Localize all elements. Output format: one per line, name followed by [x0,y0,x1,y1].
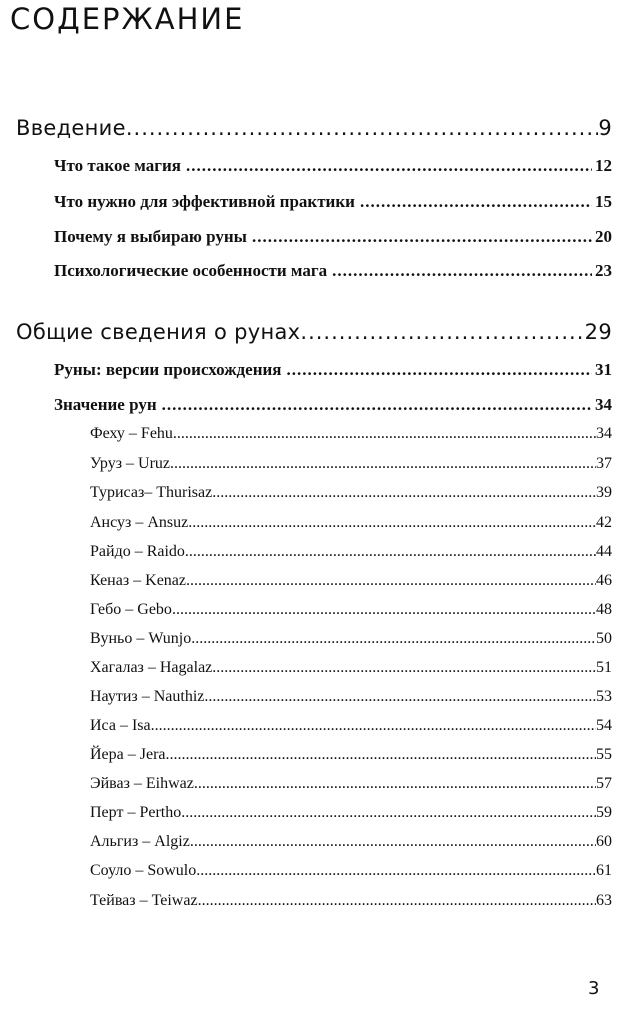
dot-leader [212,484,596,502]
toc-subsection-entry[interactable] [54,192,612,218]
toc-page-number: 34 [596,425,612,442]
toc-subsection-title: Руны: версии происхождения [54,360,282,379]
toc-page-number: 12 [595,156,612,175]
dot-leader [191,630,596,648]
dot-leader [172,601,596,619]
toc-item-title: Тейваз – Teiwaz [90,892,198,909]
dot-leader [162,395,592,415]
toc-item-title: Эйваз – Eihwaz [90,775,194,792]
toc-item-title: Йера – Jera [90,746,166,763]
toc-item-uruz[interactable] [90,455,612,479]
dot-leader [212,659,596,677]
dot-leader [188,514,596,532]
toc-page-number: 42 [596,514,612,531]
dot-leader [173,425,596,443]
toc-item-raido[interactable] [90,543,612,567]
toc-page-number: 61 [596,862,612,879]
dot-leader [181,804,596,822]
dot-leader [198,892,596,910]
toc-page-number: 54 [596,717,612,734]
toc-page-number: 39 [596,484,612,501]
toc-item-fehu[interactable] [90,425,612,449]
dot-leader [252,227,592,247]
toc-item-algiz[interactable] [90,833,612,857]
dot-leader [186,572,596,590]
toc-item-title: Феху – Fehu [90,425,173,442]
toc-item-teiwaz[interactable] [90,892,612,916]
dot-leader [151,717,596,735]
toc-page-number: 60 [596,833,612,850]
toc-item-title: Уруз – Uruz [90,455,171,472]
page-number: 3 [588,978,600,999]
dot-leader [185,543,596,561]
dot-leader [170,455,596,473]
toc-subsection-entry[interactable] [54,261,612,287]
toc-section-introduction[interactable] [16,116,612,150]
toc-page-number: 51 [596,659,612,676]
toc-item-title: Кеназ – Kenaz [90,572,187,589]
toc-subsection-title: Что такое магия [54,156,181,175]
toc-section-runes-overview[interactable] [16,320,612,354]
toc-item-title: Перт – Pertho [90,804,182,821]
toc-item-nauthiz[interactable] [90,688,612,712]
toc-section-title: Общие сведения о рунах [16,320,301,344]
toc-item-title: Гебо – Gebo [90,601,172,618]
toc-page-number: 55 [596,746,612,763]
dot-leader [286,360,592,380]
page-title: СОДЕРЖАНИЕ [10,2,245,36]
toc-page-number: 63 [596,892,612,909]
toc-item-title: Райдо – Raido [90,543,185,560]
dot-leader [360,192,592,212]
toc-item-isa[interactable] [90,717,612,741]
toc-item-title: Иса – Isa [90,717,151,734]
toc-subsection-title: Что нужно для эффективной практики [54,192,355,211]
toc-item-title: Ансуз – Ansuz [90,514,189,531]
dot-leader [190,833,596,851]
toc-item-ansuz[interactable] [90,514,612,538]
toc-subsection-title: Почему я выбираю руны [54,227,247,246]
dot-leader [186,156,592,176]
toc-subsection-entry[interactable] [54,227,612,253]
toc-item-title: Наутиз – Nauthiz [90,688,205,705]
toc-item-wunjo[interactable] [90,630,612,654]
toc-item-jera[interactable] [90,746,612,770]
toc-item-title: Хагалаз – Hagalaz [90,659,213,676]
toc-item-pertho[interactable] [90,804,612,828]
toc-page-number: 15 [595,192,612,211]
dot-leader [332,261,592,281]
dot-leader [166,746,596,764]
toc-item-title: Вуньо – Wunjo [90,630,192,647]
toc-section-title: Введение [16,116,126,140]
toc-subsection-title: Психологические особенности мага [54,261,328,280]
toc-item-eihwaz[interactable] [90,775,612,799]
toc-page-number: 31 [595,360,612,379]
toc-page-number: 53 [596,688,612,705]
dot-leader [194,775,596,793]
toc-page-number: 50 [596,630,612,647]
toc-item-sowulo[interactable] [90,862,612,886]
toc-page-number: 29 [584,320,612,344]
dot-leader [126,116,598,140]
toc-item-gebo[interactable] [90,601,612,625]
toc-subsection-entry[interactable] [54,395,612,421]
dot-leader [204,688,596,706]
toc-item-title: Турисаз– Thurisaz [90,484,213,501]
toc-page-number: 48 [596,601,612,618]
toc-subsection-title: Значение рун [54,395,157,414]
toc-page-number: 37 [596,455,612,472]
toc-item-hagalaz[interactable] [90,659,612,683]
toc-item-title: Альгиз – Algiz [90,833,190,850]
toc-page-number: 57 [596,775,612,792]
toc-item-thurisaz[interactable] [90,484,612,508]
toc-page-number: 46 [596,572,612,589]
toc-page-number: 23 [595,261,612,280]
toc-page-number: 20 [595,227,612,246]
dot-leader [196,862,596,880]
toc-subsection-entry[interactable] [54,156,612,182]
toc-page-number: 59 [596,804,612,821]
toc-item-title: Соуло – Sowulo [90,862,197,879]
dot-leader [300,320,584,344]
toc-page-number: 9 [598,116,612,140]
toc-item-kenaz[interactable] [90,572,612,596]
toc-page-number: 34 [595,395,612,414]
toc-subsection-entry[interactable] [54,360,612,386]
toc-page-number: 44 [596,543,612,560]
